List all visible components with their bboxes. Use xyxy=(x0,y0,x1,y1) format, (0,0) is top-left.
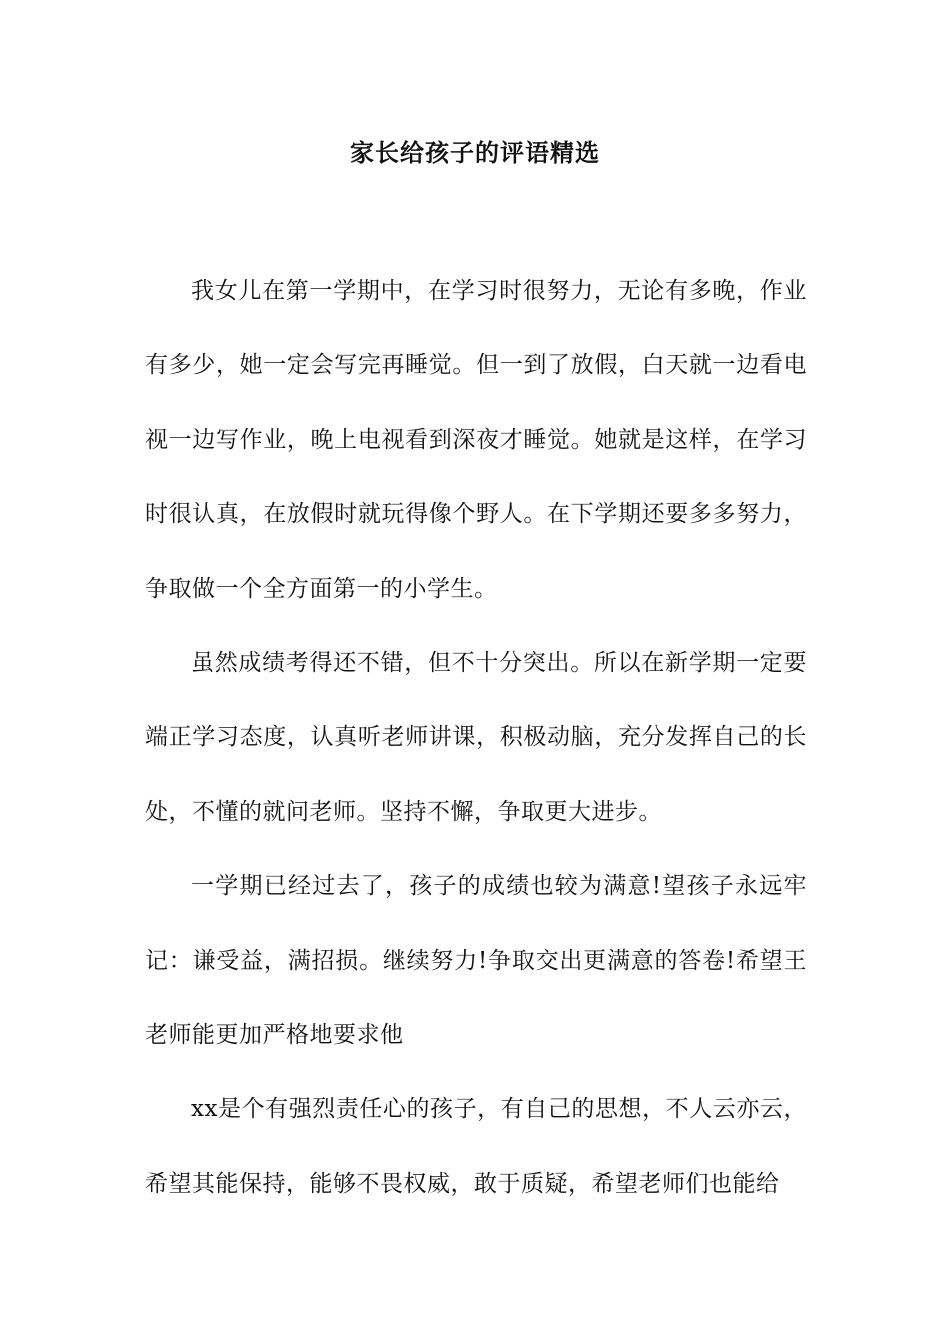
paragraph-3: 一学期已经过去了，孩子的成绩也较为满意!望孩子永远牢记：谦受益，满招损。继续努力!争取交出更满意的答卷!希望王老师能更加严格地要求他 xyxy=(145,873,807,1049)
paragraph-4: xx是个有强烈责任心的孩子，有自己的思想，不人云亦云，希望其能保持，能够不畏权威，敢于质疑，希望老师们也能给 xyxy=(145,1096,807,1197)
paragraph-2: 虽然成绩考得还不错，但不十分突出。所以在新学期一定要端正学习态度，认真听老师讲课，积极动脑，充分发挥自己的长处，不懂的就问老师。坚持不懈，争取更大进步。 xyxy=(145,650,807,825)
document-body xyxy=(145,254,807,1221)
document-title: 家长给孩子的评语精选 xyxy=(350,138,600,167)
paragraph-1: 我女儿在第一学期中，在学习时很努力，无论有多晚，作业有多少，她一定会写完再睡觉。但一到了放假，白天就一边看电视一边写作业，晚上电视看到深夜才睡觉。她就是这样，在学习时很认真，在放假时就玩得像个野人。在下学期还要多多努力，争取做一个全方面第一的小学生。 xyxy=(145,278,807,602)
